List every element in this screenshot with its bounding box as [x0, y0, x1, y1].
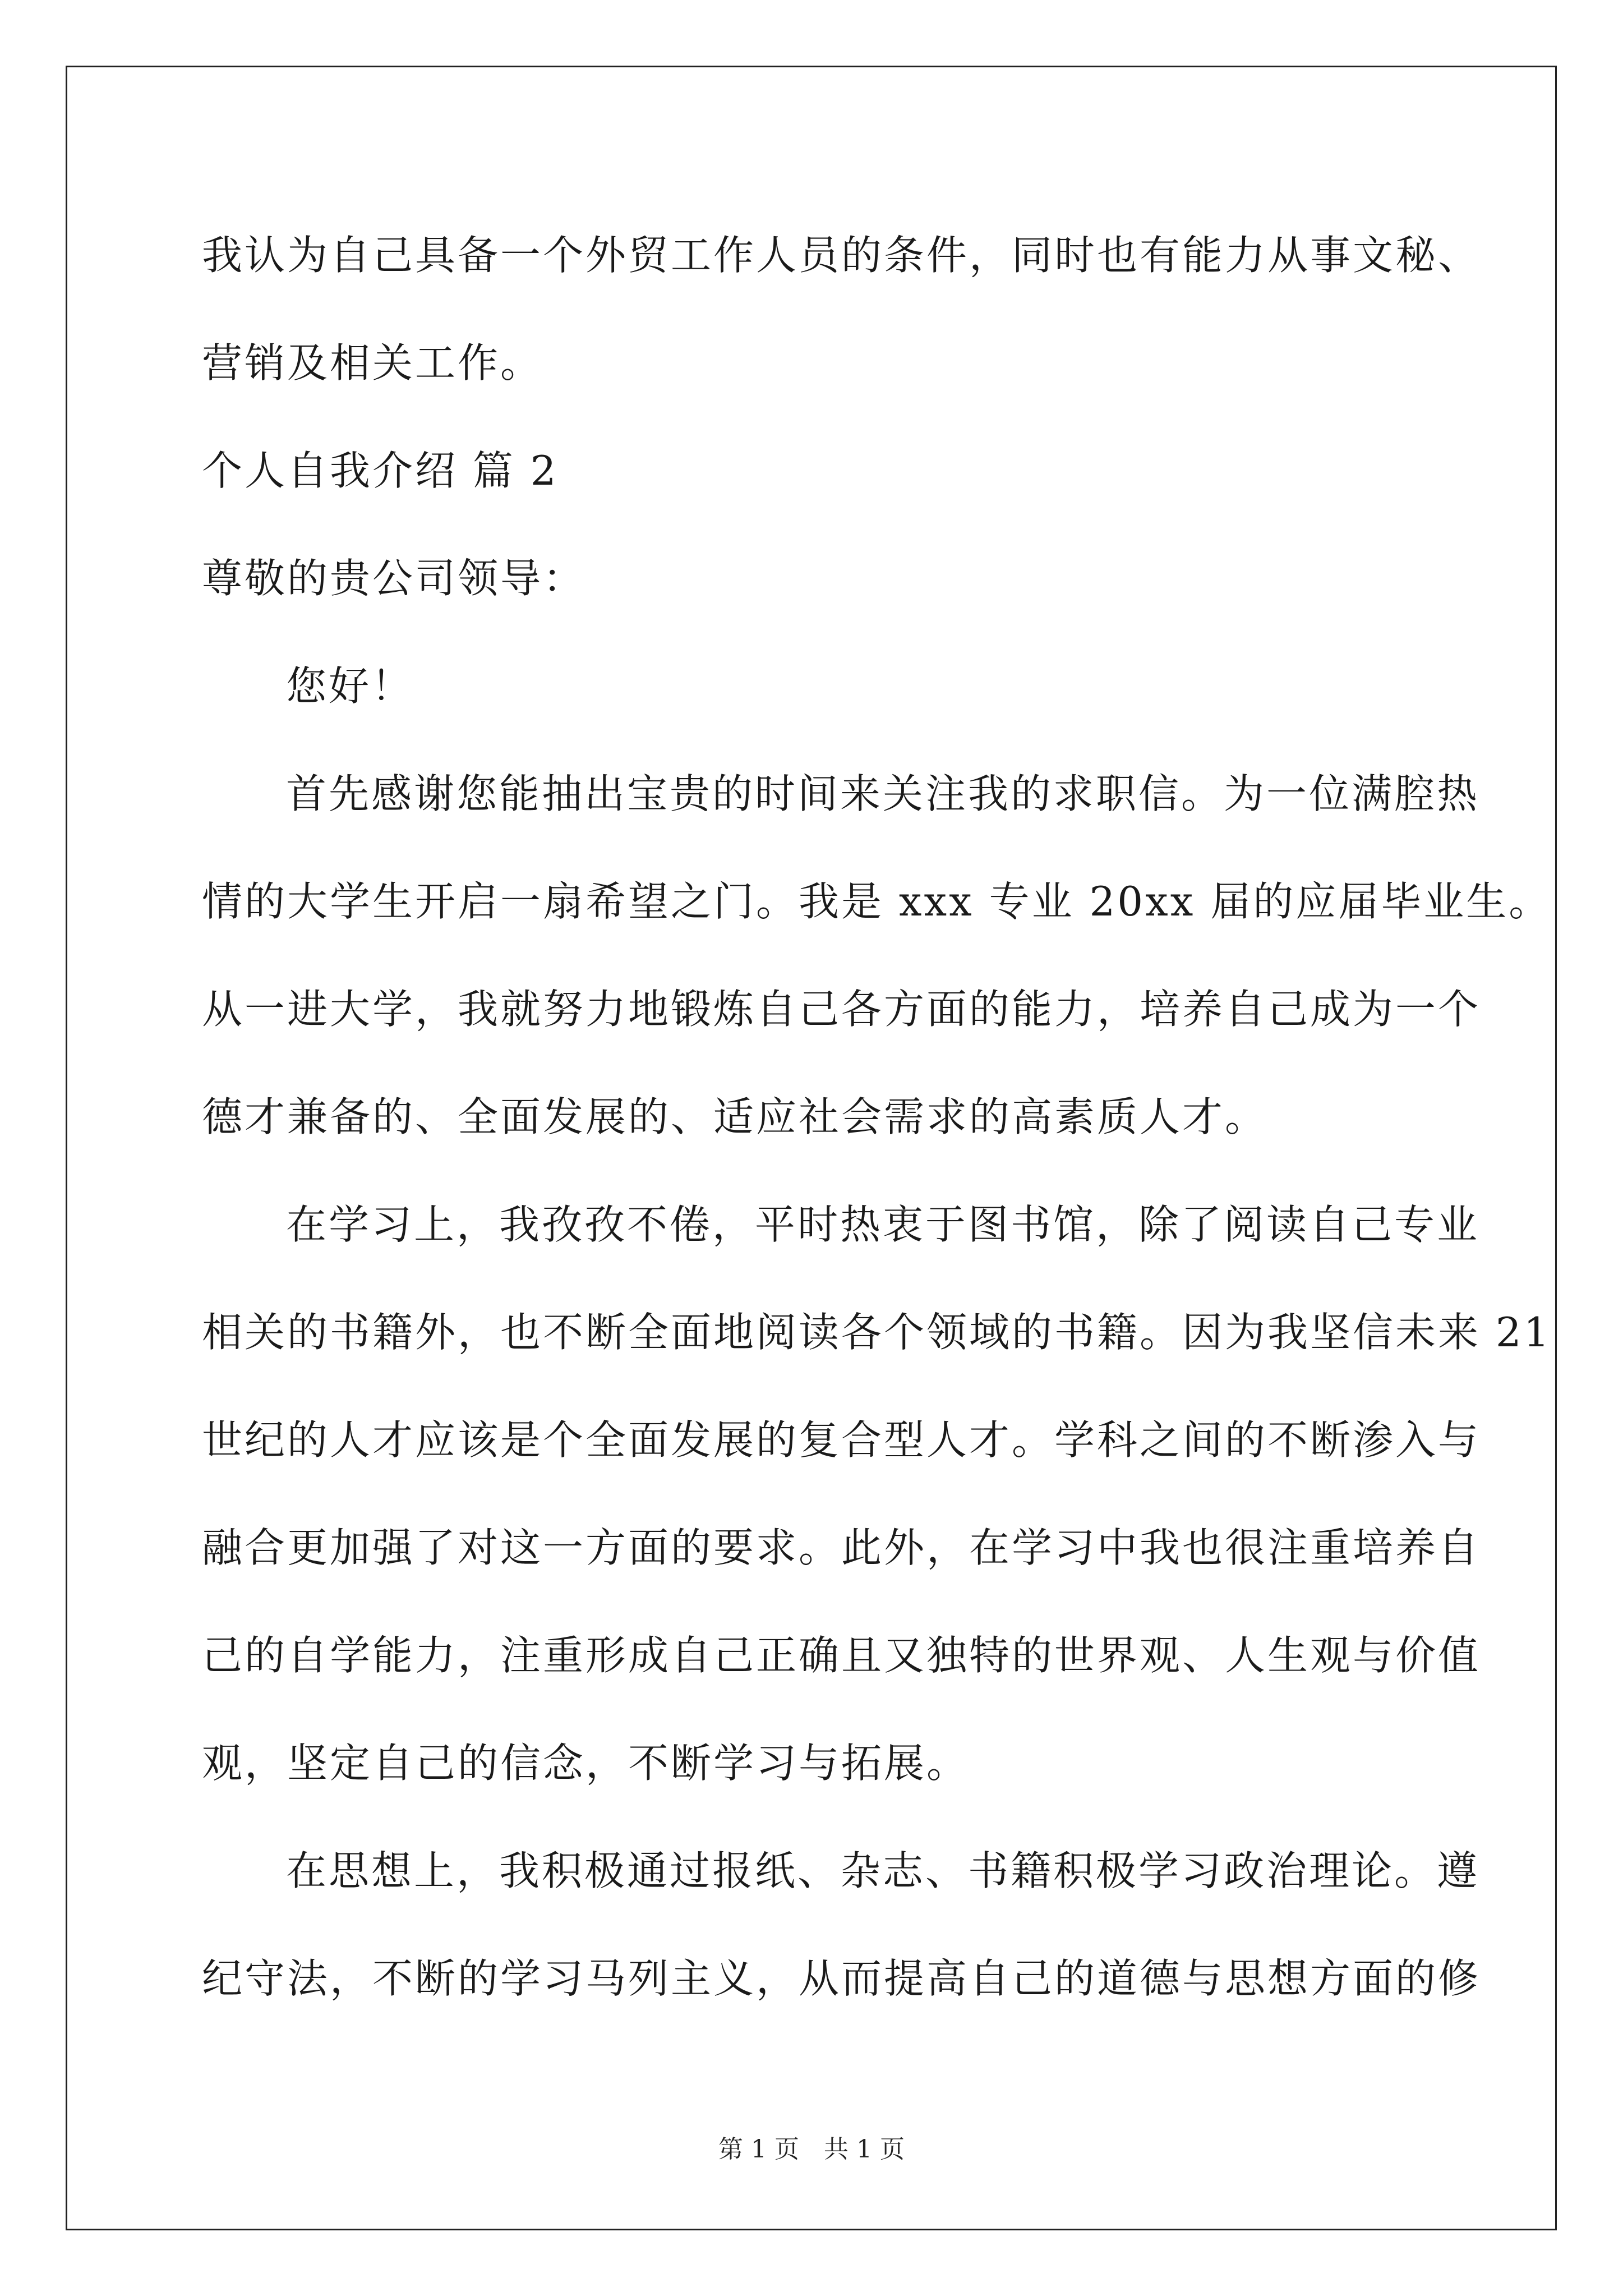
salutation: 尊敬的贵公司领导：: [202, 555, 586, 602]
document-body: [202, 213, 1552, 2044]
text-line: 相关的书籍外，也不断全面地阅读各个领域的书籍。因为我坚信未来 21: [202, 1309, 1552, 1356]
text-line: 德才兼备的、全面发展的、适应社会需求的高素质人才。: [202, 1093, 1268, 1140]
text-line: 在思想上，我积极通过报纸、杂志、书籍积极学习政治理论。遵: [286, 1847, 1480, 1894]
text-line: 在学习上，我孜孜不倦，平时热衷于图书馆，除了阅读自己专业: [286, 1201, 1480, 1248]
greeting: 您好！: [286, 662, 414, 710]
text-line: 纪守法，不断的学习马列主义，从而提高自己的道德与思想方面的修: [202, 1955, 1481, 2002]
section-heading: 个人自我介绍 篇 2: [202, 447, 559, 494]
text-line: 首先感谢您能抽出宝贵的时间来关注我的求职信。为一位满腔热: [286, 770, 1480, 817]
text-line: 世纪的人才应该是个全面发展的复合型人才。学科之间的不断渗入与: [202, 1416, 1481, 1464]
text-line: 我认为自己具备一个外贸工作人员的条件，同时也有能力从事文秘、: [202, 232, 1481, 279]
text-line: 营销及相关工作。: [202, 339, 543, 386]
text-line: 从一进大学，我就努力地锻炼自己各方面的能力，培养自己成为一个: [202, 986, 1481, 1033]
text-line: 融合更加强了对这一方面的要求。此外，在学习中我也很注重培养自: [202, 1524, 1481, 1571]
text-line: 己的自学能力，注重形成自己正确且又独特的世界观、人生观与价值: [202, 1632, 1481, 1679]
text-line: 情的大学生开启一扇希望之门。我是 xxx 专业 20xx 届的应届毕业生。: [202, 878, 1552, 925]
page-number: 第 1 页 共 1 页: [718, 2135, 905, 2164]
text-line: 观，坚定自己的信念，不断学习与拓展。: [202, 1740, 970, 1787]
